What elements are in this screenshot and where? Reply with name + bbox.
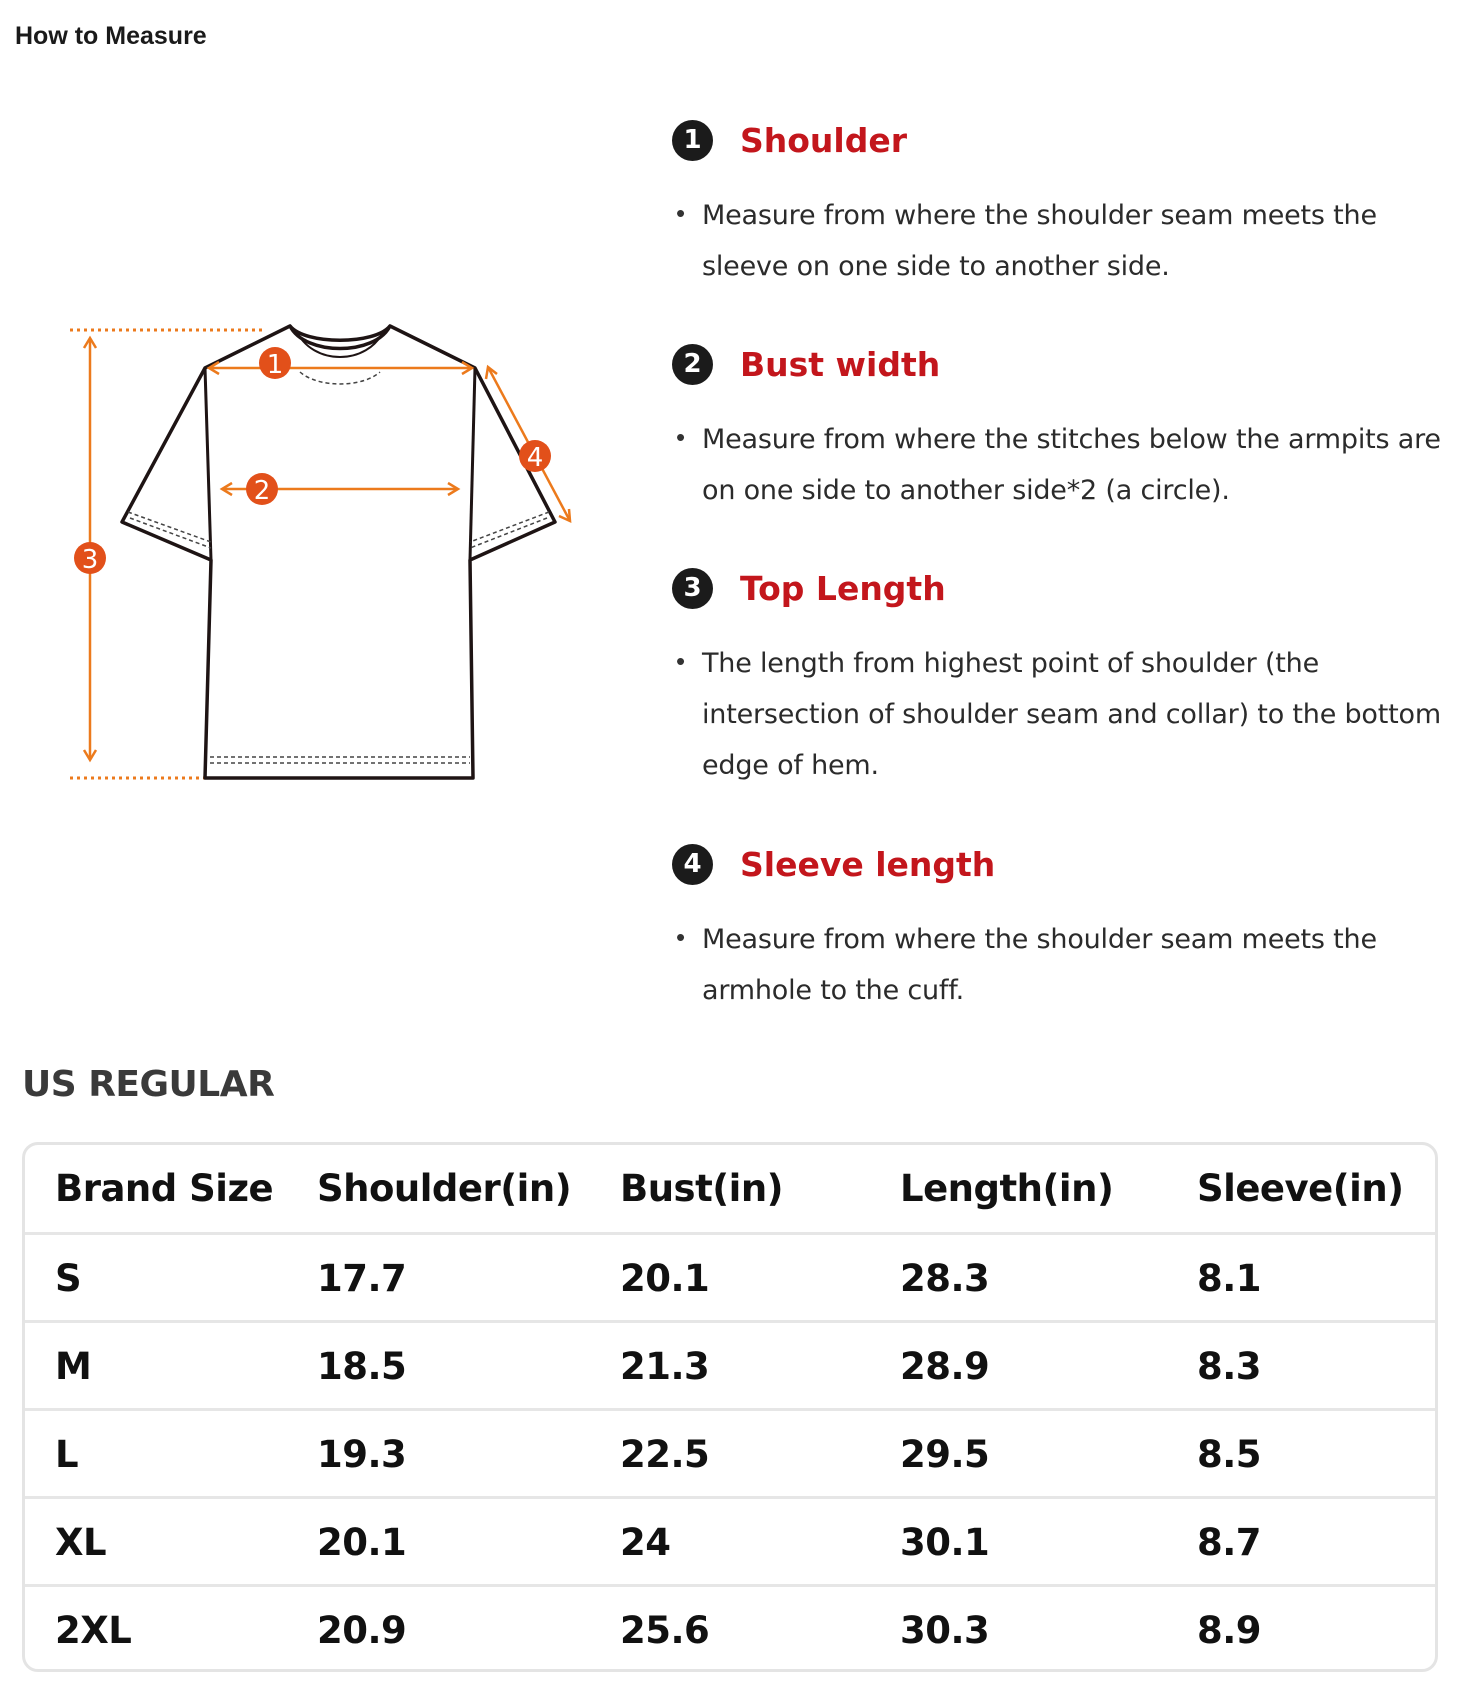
number-1-icon: 1 <box>672 120 713 161</box>
header-length: Length(in) <box>900 1167 1114 1210</box>
measure-title: Shoulder <box>740 120 908 160</box>
shoulder-cell: 20.9 <box>317 1609 407 1652</box>
bust-cell: 24 <box>620 1521 671 1564</box>
shoulder-cell: 19.3 <box>317 1433 407 1476</box>
header-shoulder: Shoulder(in) <box>317 1167 572 1210</box>
tshirt-diagram <box>55 310 595 790</box>
bullet-icon: • <box>676 646 686 676</box>
size-cell: M <box>55 1345 92 1388</box>
page-title: How to Measure <box>15 22 207 50</box>
length-cell: 30.1 <box>900 1521 990 1564</box>
length-cell: 28.3 <box>900 1257 990 1300</box>
number-3-icon: 3 <box>672 568 713 609</box>
sleeve-cell: 8.5 <box>1197 1433 1262 1476</box>
measure-item-bust <box>672 342 1442 516</box>
tshirt-outline <box>122 326 555 778</box>
measure-item-shoulder <box>672 118 1442 292</box>
size-chart-title: US REGULAR <box>22 1064 275 1105</box>
marker-1-label: 1 <box>266 350 284 380</box>
measure-title: Top Length <box>740 568 946 608</box>
bust-cell: 22.5 <box>620 1433 710 1476</box>
measure-description: The length from highest point of shoulder (the intersection of shoulder seam and collar) to the bottom edge of hem. <box>702 648 1441 781</box>
sleeve-cell: 8.7 <box>1197 1521 1262 1564</box>
table-row <box>25 1320 1435 1408</box>
measure-description: Measure from where the shoulder seam meets the sleeve on one side to another side. <box>702 200 1377 282</box>
length-cell: 30.3 <box>900 1609 990 1652</box>
shoulder-cell: 17.7 <box>317 1257 407 1300</box>
bullet-icon: • <box>676 422 686 452</box>
measure-description: Measure from where the shoulder seam meets the armhole to the cuff. <box>702 924 1377 1006</box>
marker-3-icon <box>74 542 106 575</box>
measure-item-sleeve <box>672 842 1442 1016</box>
bust-cell: 20.1 <box>620 1257 710 1300</box>
length-cell: 28.9 <box>900 1345 990 1388</box>
measure-item-top-length <box>672 566 1442 791</box>
size-cell: 2XL <box>55 1609 132 1652</box>
size-cell: L <box>55 1433 79 1476</box>
number-4-icon: 4 <box>672 844 713 885</box>
size-table <box>22 1142 1438 1672</box>
length-cell: 29.5 <box>900 1433 990 1476</box>
bullet-icon: • <box>676 922 686 952</box>
measure-title: Bust width <box>740 344 941 384</box>
marker-4-label: 4 <box>526 443 544 473</box>
bullet-icon: • <box>676 198 686 228</box>
marker-2-label: 2 <box>253 476 271 506</box>
number-2-icon: 2 <box>672 344 713 385</box>
sleeve-cell: 8.3 <box>1197 1345 1262 1388</box>
table-row <box>25 1408 1435 1496</box>
bust-cell: 25.6 <box>620 1609 710 1652</box>
table-row <box>25 1496 1435 1584</box>
sleeve-cell: 8.1 <box>1197 1257 1262 1300</box>
measure-title: Sleeve length <box>740 844 996 884</box>
table-row <box>25 1232 1435 1320</box>
shoulder-cell: 20.1 <box>317 1521 407 1564</box>
header-bust: Bust(in) <box>620 1167 784 1210</box>
measure-description: Measure from where the stitches below the armpits are on one side to another side*2 (a circle). <box>702 424 1441 506</box>
table-row <box>25 1584 1435 1672</box>
bust-cell: 21.3 <box>620 1345 710 1388</box>
header-brand-size: Brand Size <box>55 1167 274 1210</box>
marker-3-label: 3 <box>81 545 99 575</box>
header-sleeve: Sleeve(in) <box>1197 1167 1404 1210</box>
size-cell: S <box>55 1257 82 1300</box>
size-cell: XL <box>55 1521 107 1564</box>
sleeve-cell: 8.9 <box>1197 1609 1262 1652</box>
table-header-row <box>25 1145 1435 1233</box>
shoulder-cell: 18.5 <box>317 1345 407 1388</box>
